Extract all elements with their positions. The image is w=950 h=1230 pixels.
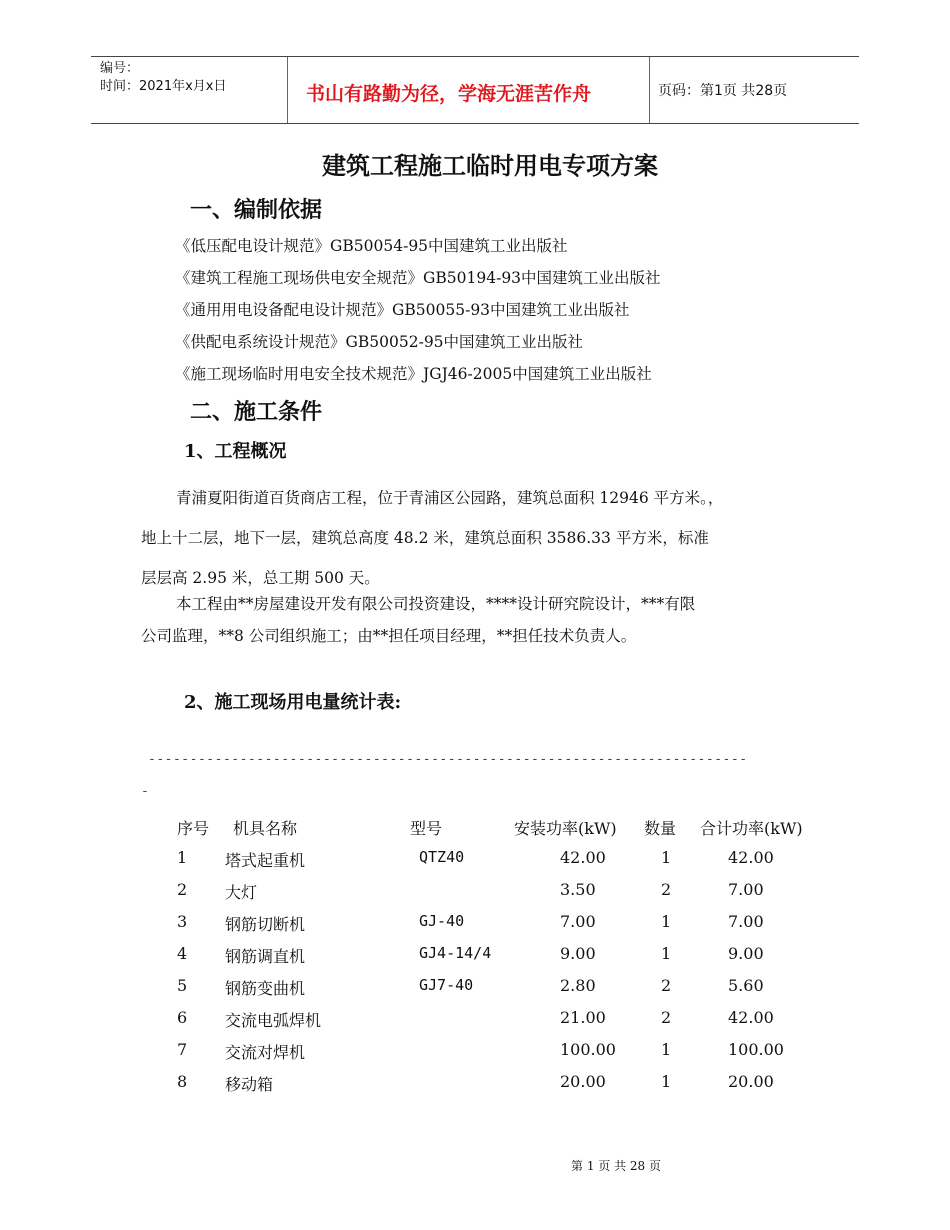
reference-item: 《通用用电设备配电设计规范》GB50055-93中国建筑工业出版社 — [175, 301, 630, 319]
table-cell-total: 20.00 — [728, 1072, 774, 1091]
table-cell-model: QTZ40 — [419, 848, 465, 866]
table-cell-power: 42.00 — [560, 848, 606, 867]
table-cell-name: 移动箱 — [225, 1075, 274, 1094]
table-cell-total: 42.00 — [728, 1008, 774, 1027]
table-cell-qty: 1 — [661, 848, 672, 867]
table-cell-qty: 1 — [661, 912, 672, 931]
separator-dashes: ------------------------------------------------------------------------ — [148, 752, 748, 767]
reference-item: 《低压配电设计规范》GB50054-95中国建筑工业出版社 — [175, 237, 568, 255]
separator-dashes: - — [141, 784, 150, 799]
header-divider — [649, 57, 650, 123]
table-header-total: 合计功率(kW) — [700, 819, 803, 838]
table-cell-power: 100.00 — [560, 1040, 616, 1059]
table-cell-name: 交流电弧焊机 — [225, 1011, 322, 1030]
section-heading: 一、编制依据 — [190, 197, 323, 223]
table-cell-power: 2.80 — [560, 976, 596, 995]
body-paragraph-line: 本工程由**房屋建设开发有限公司投资建设，****设计研究院设计，***有限 — [176, 595, 696, 613]
table-header-name: 机具名称 — [233, 819, 298, 838]
table-cell-power: 9.00 — [560, 944, 596, 963]
table-cell-power: 21.00 — [560, 1008, 606, 1027]
table-cell-name: 大灯 — [225, 883, 258, 902]
table-cell-total: 100.00 — [728, 1040, 784, 1059]
table-cell-model: GJ4-14/4 — [419, 944, 492, 962]
table-cell-index: 3 — [177, 912, 188, 931]
table-cell-index: 7 — [177, 1040, 188, 1059]
table-cell-index: 2 — [177, 880, 188, 899]
table-cell-index: 4 — [177, 944, 188, 963]
table-cell-qty: 1 — [661, 1040, 672, 1059]
table-cell-name: 钢筋切断机 — [225, 915, 306, 934]
table-cell-name: 塔式起重机 — [225, 851, 306, 870]
table-cell-qty: 2 — [661, 1008, 672, 1027]
body-paragraph-line: 青浦夏阳街道百货商店工程，位于青浦区公园路，建筑总面积 12946 平方米。， — [176, 489, 724, 507]
table-cell-total: 5.60 — [728, 976, 764, 995]
table-cell-name: 交流对焊机 — [225, 1043, 306, 1062]
subsection-heading: 2、施工现场用电量统计表: — [184, 692, 402, 713]
table-header-index: 序号 — [177, 819, 210, 838]
table-cell-model: GJ7-40 — [419, 976, 474, 994]
table-cell-name: 钢筋调直机 — [225, 947, 306, 966]
table-cell-model: GJ-40 — [419, 912, 465, 930]
table-cell-name: 钢筋变曲机 — [225, 979, 306, 998]
table-header-model: 型号 — [410, 819, 443, 838]
reference-item: 《建筑工程施工现场供电安全规范》GB50194-93中国建筑工业出版社 — [175, 269, 661, 287]
page-footer: 第 1 页 共 28 页 — [571, 1159, 661, 1173]
table-cell-qty: 1 — [661, 1072, 672, 1091]
table-header-power: 安装功率(kW) — [514, 819, 617, 838]
section-heading: 二、施工条件 — [190, 399, 323, 425]
body-paragraph-line: 层层高 2.95 米，总工期 500 天。 — [141, 569, 380, 587]
table-cell-total: 9.00 — [728, 944, 764, 963]
table-cell-index: 6 — [177, 1008, 188, 1027]
reference-item: 《施工现场临时用电安全技术规范》JGJ46-2005中国建筑工业出版社 — [175, 365, 652, 383]
doc-title: 建筑工程施工临时用电专项方案 — [322, 151, 658, 180]
body-paragraph-line: 公司监理，**8 公司组织施工；由**担任项目经理，**担任技术负责人。 — [141, 627, 637, 645]
reference-item: 《供配电系统设计规范》GB50052-95中国建筑工业出版社 — [175, 333, 584, 351]
table-cell-power: 20.00 — [560, 1072, 606, 1091]
table-cell-power: 3.50 — [560, 880, 596, 899]
table-cell-total: 7.00 — [728, 880, 764, 899]
table-cell-index: 5 — [177, 976, 188, 995]
table-cell-qty: 2 — [661, 880, 672, 899]
table-cell-index: 1 — [177, 848, 188, 867]
table-cell-power: 7.00 — [560, 912, 596, 931]
table-cell-total: 42.00 — [728, 848, 774, 867]
table-header-qty: 数量 — [644, 819, 677, 838]
header-motto: 书山有路勤为径，学海无涯苦作舟 — [306, 83, 592, 105]
doc-time-label: 时间：2021年x月x日 — [100, 79, 227, 94]
header-page-info: 页码：第1页 共28页 — [658, 83, 788, 99]
body-paragraph-line: 地上十二层，地下一层，建筑总高度 48.2 米，建筑总面积 3586.33 平方米，标准 — [141, 529, 709, 547]
doc-number-label: 编号： — [100, 61, 140, 76]
table-cell-total: 7.00 — [728, 912, 764, 931]
subsection-heading: 1、工程概况 — [184, 441, 287, 462]
table-cell-qty: 1 — [661, 944, 672, 963]
table-cell-index: 8 — [177, 1072, 188, 1091]
header-divider — [287, 57, 288, 123]
table-cell-qty: 2 — [661, 976, 672, 995]
